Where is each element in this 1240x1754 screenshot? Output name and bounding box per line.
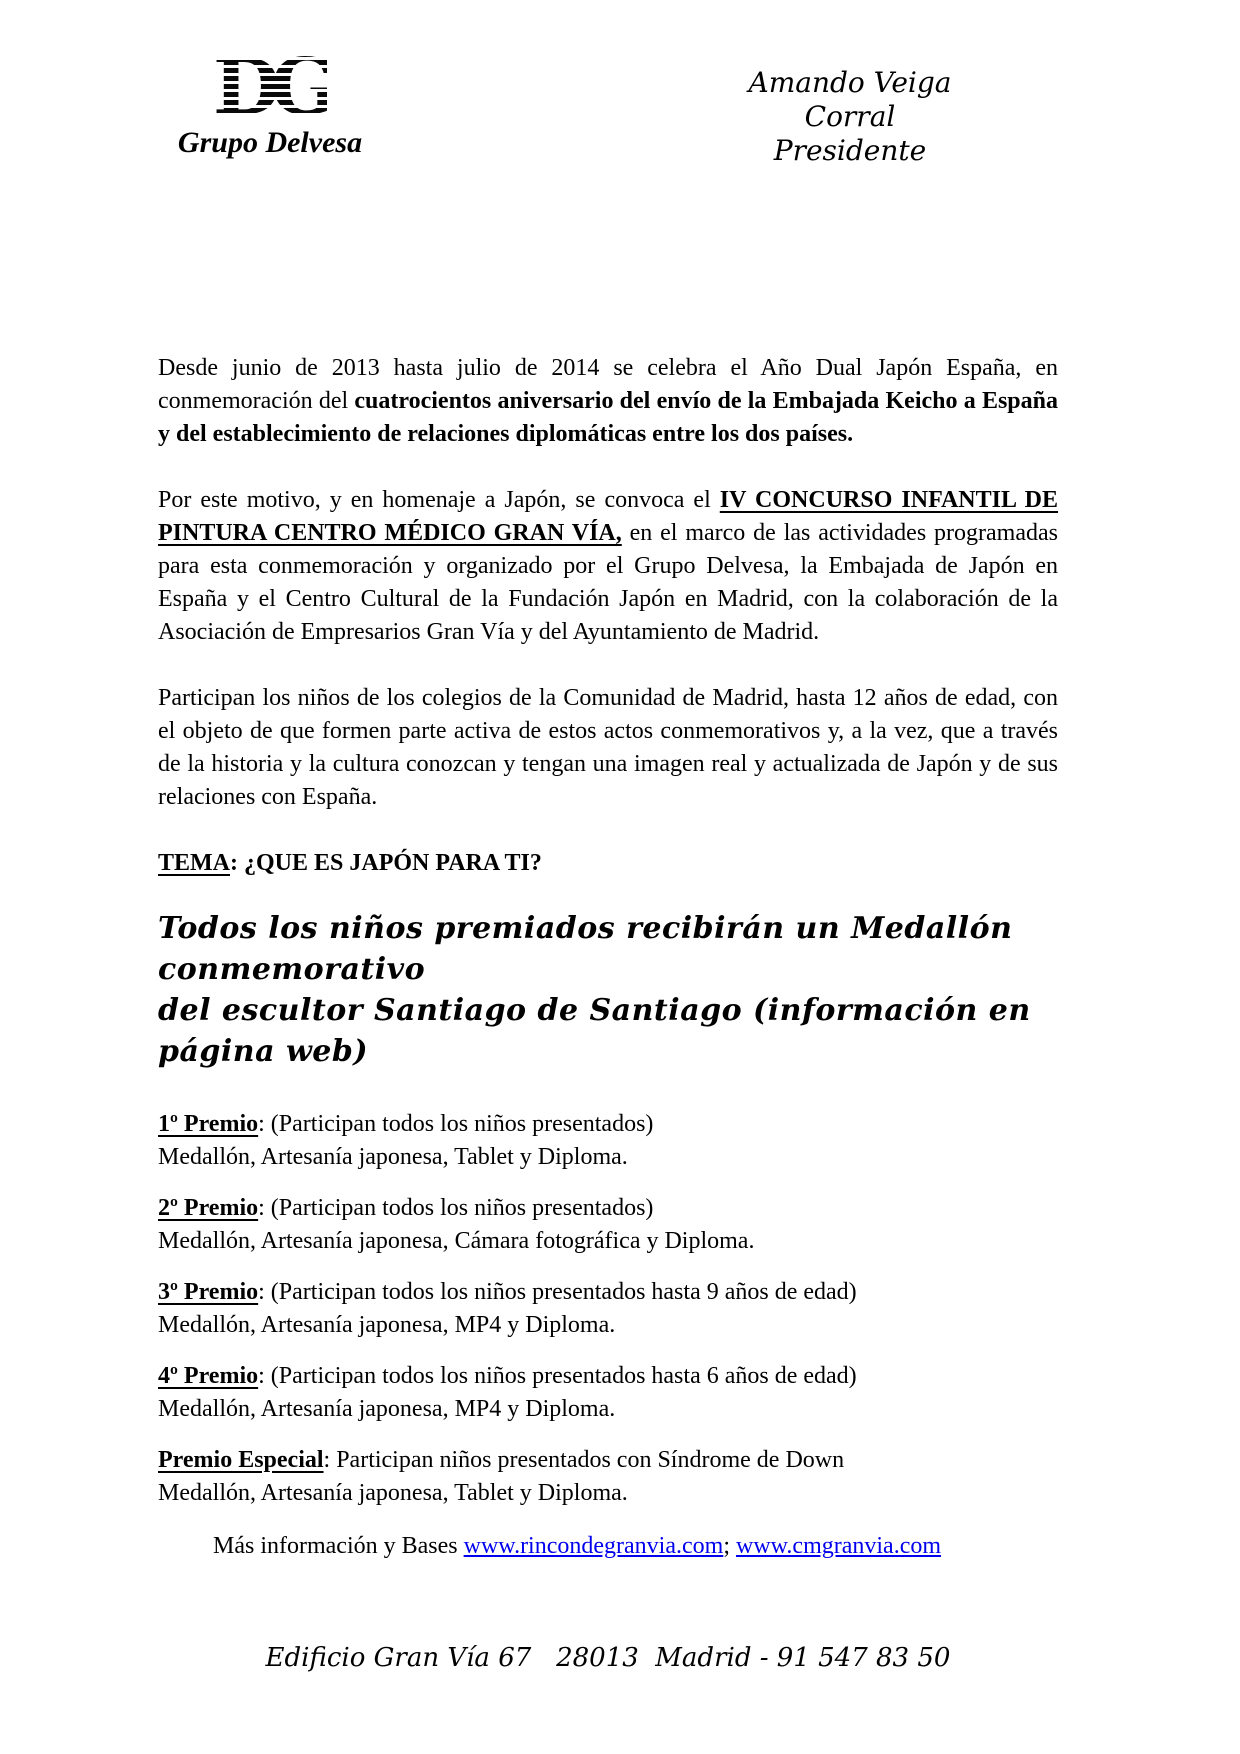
prize-2-header [158,1192,1058,1225]
prize-item-4 [158,1360,1058,1426]
link-cmgranvia[interactable]: www.cmgranvia.com [735,1533,942,1559]
prize-1-condition: : (Participan todos los niños presentados) [258,1111,654,1137]
letter-body [158,352,1058,1563]
tema-heading [158,847,1058,880]
prize-2-reward: Medallón, Artesanía japonesa, Cámara fotográfica y Diploma. [158,1228,755,1254]
intro-normal-text: Desde junio de 2013 hasta julio de 2014 se celebra el Año Dual Japón España, en conmemoración del [158,355,1058,414]
prize-item-2 [158,1192,1058,1258]
prize-4-reward: Medallón, Artesanía japonesa, MP4 y Diploma. [158,1396,616,1422]
delvesa-monogram-icon: DG [212,42,328,133]
medallion-heading-line2: del escultor Santiago de Santiago (información en página web) [158,993,1031,1069]
company-name: Grupo Delvesa [177,126,363,159]
prize-2-condition: : (Participan todos los niños presentados) [258,1195,654,1221]
signatory-block [700,66,1000,168]
prize-item-1 [158,1108,1058,1174]
paragraph-contest [158,484,1058,649]
link-rincondegranvia[interactable]: www.rincondegranvia.com [463,1533,724,1559]
more-info-text: Más información y Bases [213,1533,464,1559]
tema-label: TEMA [158,850,230,876]
footer-address: Edificio Gran Vía 67 28013 Madrid - 91 547 83 50 [265,1643,951,1673]
prize-3-title: 3º Premio [158,1279,259,1305]
prize-special-header [158,1444,1058,1477]
prize-3-condition: : (Participan todos los niños presentados hasta 9 años de edad) [258,1279,857,1305]
medallion-heading [158,908,1058,1072]
prize-4-title: 4º Premio [158,1363,259,1389]
tema-question: : ¿QUE ES JAPÓN PARA TI? [230,850,542,876]
contest-normal-text-1: Por este motivo, y en homenaje a Japón, se convoca el [158,487,720,513]
prize-special-condition: : Participan niños presentados con Síndrome de Down [323,1447,845,1473]
prize-4-condition: : (Participan todos los niños presentados hasta 6 años de edad) [258,1363,857,1389]
prize-4-header [158,1360,1058,1393]
prize-special-reward: Medallón, Artesanía japonesa, Tablet y Diploma. [158,1480,628,1506]
signatory-title: Presidente [773,134,927,167]
prize-1-title: 1º Premio [158,1111,259,1137]
signatory-name: Amando Veiga Corral [748,66,952,133]
paragraph-participants: Participan los niños de los colegios de la Comunidad de Madrid, hasta 12 años de edad, con el objeto de que formen parte activa de estos actos conmemorativos y, a la vez, que a través de la historia y la cultura conozcan y tengan una imagen real y actualizada de Japón y de sus relaciones con España. [158,685,1058,810]
more-info-line [158,1530,1058,1563]
prize-2-title: 2º Premio [158,1195,259,1221]
link-separator: ; [723,1533,736,1559]
prize-1-header [158,1108,1058,1141]
prize-1-reward: Medallón, Artesanía japonesa, Tablet y Diploma. [158,1144,628,1170]
prize-3-header [158,1276,1058,1309]
company-logo [150,42,390,160]
prize-item-special [158,1444,1058,1510]
contest-title-text: IV CONCURSO INFANTIL DE PINTURA CENTRO MÉDICO GRAN VÍA, [158,487,1059,546]
medallion-heading-line1: Todos los niños premiados recibirán un Medallón conmemorativo [158,911,1013,987]
prize-special-title: Premio Especial [158,1447,324,1473]
contest-normal-text-2: en el marco de las actividades programadas para esta conmemoración y organizado por el Grupo Delvesa, la Embajada de Japón en España y el Centro Cultural de la Fundación Japón en Madrid, con la colaboración de la Asociación de Empresarios Gran Vía y del Ayuntamiento de Madrid. [158,520,1058,645]
intro-bold-text: cuatrocientos aniversario del envío de la Embajada Keicho a España y del establecimiento de relaciones diplomáticas entre los dos países. [158,388,1058,447]
prize-3-reward: Medallón, Artesanía japonesa, MP4 y Diploma. [158,1312,616,1338]
prize-item-3 [158,1276,1058,1342]
paragraph-intro [158,352,1058,451]
